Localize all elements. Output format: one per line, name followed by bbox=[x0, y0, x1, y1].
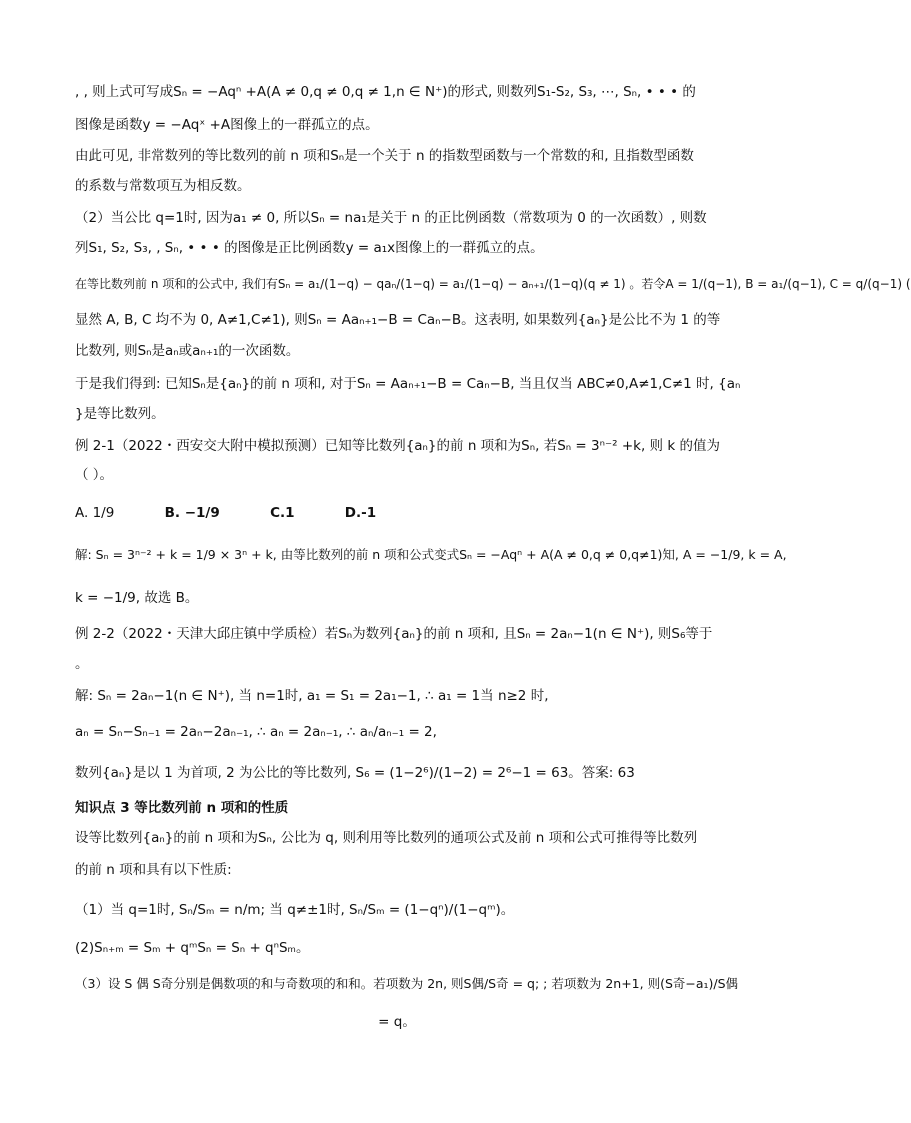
property-line: （1）当 q=1时, Sₙ/Sₘ = n/m; 当 q≠±1时, Sₙ/Sₘ = (1−qⁿ)/(1−qᵐ)。 bbox=[75, 902, 515, 918]
text-line: 于是我们得到: 已知Sₙ是{aₙ}的前 n 项和, 对于Sₙ = Aaₙ₊₁−B = Caₙ−B, 当且仅当 ABC≠0,A≠1,C≠1 时, {aₙ bbox=[75, 376, 741, 392]
text-line: 列S₁, S₂, S₃, , Sₙ, • • • 的图像是正比例函数y = a₁x图像上的一群孤立的点。 bbox=[75, 240, 544, 256]
section-heading: 知识点 3 等比数列前 n 项和的性质 bbox=[75, 800, 289, 816]
solution-line: 数列{aₙ}是以 1 为首项, 2 为公比的等比数列, S₆ = (1−2⁶)/(1−2) = 2⁶−1 = 63。答案: 63 bbox=[75, 765, 635, 781]
example-title: 例 2-1（2022・西安交大附中模拟预测）已知等比数列{aₙ}的前 n 项和为Sₙ, 若Sₙ = 3ⁿ⁻² +k, 则 k 的值为 bbox=[75, 438, 720, 454]
text-line: （2）当公比 q=1时, 因为a₁ ≠ 0, 所以Sₙ = na₁是关于 n 的正比例函数（常数项为 0 的一次函数）, 则数 bbox=[75, 210, 707, 226]
solution-line: k = −1/9, 故选 B。 bbox=[75, 590, 199, 606]
answer-options bbox=[75, 503, 724, 523]
solution-line: aₙ = Sₙ−Sₙ₋₁ = 2aₙ−2aₙ₋₁, ∴ aₙ = 2aₙ₋₁, ∴ aₙ/aₙ₋₁ = 2, bbox=[75, 724, 437, 740]
text-line: 。 bbox=[75, 656, 89, 672]
text-line: 的系数与常数项互为相反数。 bbox=[75, 178, 251, 194]
text-line: 的前 n 项和具有以下性质: bbox=[75, 862, 232, 878]
text-line: 设等比数列{aₙ}的前 n 项和为Sₙ, 公比为 q, 则利用等比数列的通项公式及前 n 项和公式可推得等比数列 bbox=[75, 830, 698, 846]
text-line: , , 则上式可写成Sₙ = −Aqⁿ +A(A ≠ 0,q ≠ 0,q ≠ 1,n ∈ N⁺)的形式, 则数列S₁-S₂, S₃, ⋯, Sₙ, • • • 的 bbox=[75, 84, 696, 100]
solution-line: 解: Sₙ = 3ⁿ⁻² + k = 1/9 × 3ⁿ + k, 由等比数列的前 n 项和公式变式Sₙ = −Aqⁿ + A(A ≠ 0,q ≠ 0,q≠1)知, A = −1/9, k = A, bbox=[75, 547, 787, 562]
option-a: A. 1/9 bbox=[75, 505, 115, 521]
solution-line: 解: Sₙ = 2aₙ−1(n ∈ N⁺), 当 n=1时, a₁ = S₁ = 2a₁−1, ∴ a₁ = 1当 n≥2 时, bbox=[75, 688, 549, 704]
text-line: 显然 A, B, C 均不为 0, A≠1,C≠1), 则Sₙ = Aaₙ₊₁−B = Caₙ−B。这表明, 如果数列{aₙ}是公比不为 1 的等 bbox=[75, 312, 721, 328]
text-line: }是等比数列。 bbox=[75, 406, 165, 422]
text-line: 图像是函数y = −Aqˣ +A图像上的一群孤立的点。 bbox=[75, 117, 379, 133]
example-title: 例 2-2（2022・天津大邱庄镇中学质检）若Sₙ为数列{aₙ}的前 n 项和, 且Sₙ = 2aₙ−1(n ∈ N⁺), 则S₆等于 bbox=[75, 626, 713, 642]
text-line: （ ）。 bbox=[75, 467, 114, 483]
option-c: C.1 bbox=[270, 505, 295, 521]
text-line: 在等比数列前 n 项和的公式中, 我们有Sₙ = a₁/(1−q) − qaₙ/(1−q) = a₁/(1−q) − aₙ₊₁/(1−q)(q ≠ 1) 。若令A = 1/(q−1), B = a₁/(q−1), C = q/(q−1) ( bbox=[75, 277, 911, 291]
text-line: 由此可见, 非常数列的等比数列的前 n 项和Sₙ是一个关于 n 的指数型函数与一个常数的和, 且指数型函数 bbox=[75, 148, 694, 164]
text-line: 比数列, 则Sₙ是aₙ或aₙ₊₁的一次函数。 bbox=[75, 343, 300, 359]
option-b: B. −1/9 bbox=[164, 505, 220, 521]
property-line: （3）设 S 偶 S奇分别是偶数项的和与奇数项的和和。若项数为 2n, 则S偶/S奇 = q; ; 若项数为 2n+1, 则(S奇−a₁)/S偶 bbox=[75, 976, 739, 991]
property-line: = q。 bbox=[378, 1014, 416, 1030]
property-line: (2)Sₙ₊ₘ = Sₘ + qᵐSₙ = Sₙ + qⁿSₘ。 bbox=[75, 940, 310, 956]
option-d: D.-1 bbox=[344, 505, 377, 521]
